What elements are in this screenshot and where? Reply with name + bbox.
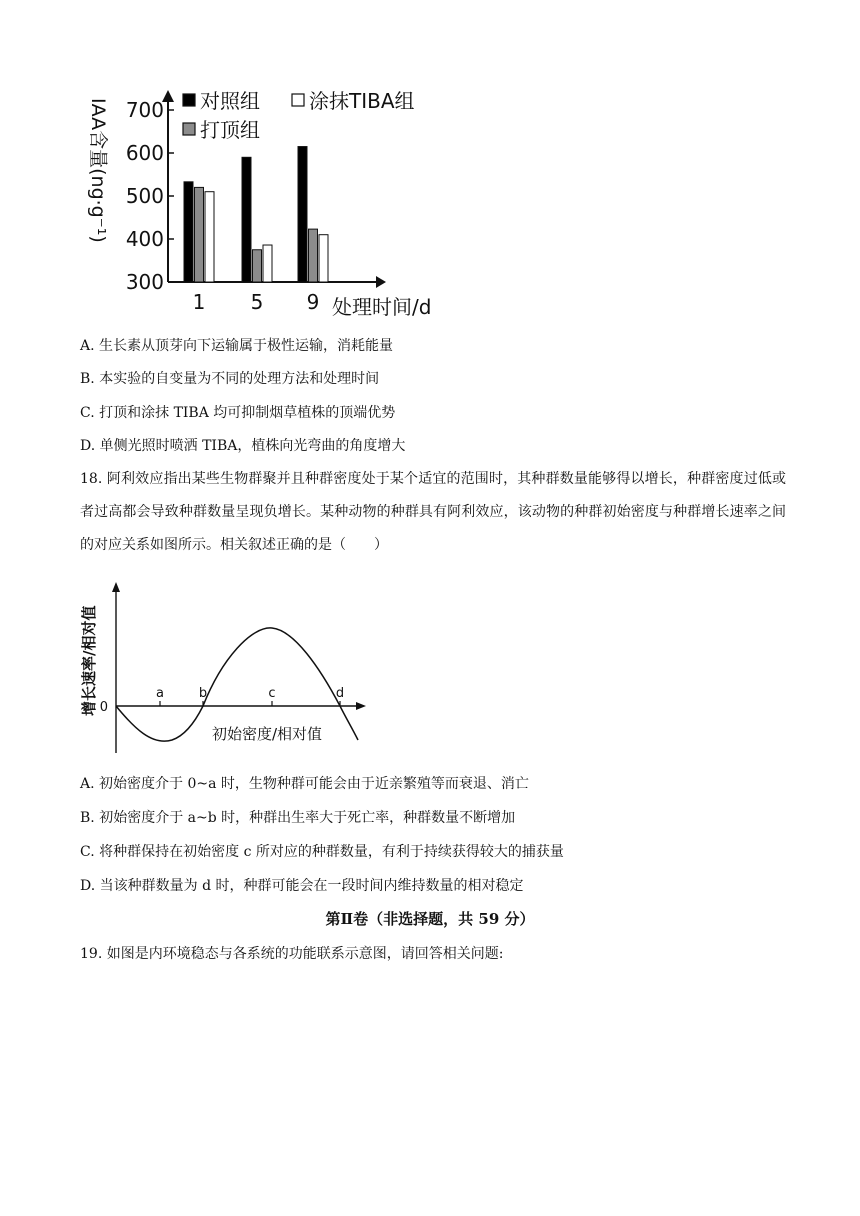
q17-option-c: C. 打顶和涂抹 TIBA 均可抑制烟草植株的顶端优势 (80, 405, 396, 421)
legend-label-3: 涂抹TIBA组 (309, 89, 415, 113)
y-axis-label: 增长速率/相对值 (80, 605, 98, 716)
origin-label: 0 (99, 700, 108, 715)
x-axis-arrow (376, 276, 386, 288)
legend-swatch-1 (183, 94, 195, 106)
point-label-a: a (156, 686, 164, 701)
x-axis-label: 初始密度/相对值 (212, 725, 323, 743)
iaa-bar-chart (78, 82, 470, 322)
legend-label-1: 对照组 (200, 89, 260, 113)
legend-swatch-3 (292, 94, 304, 106)
allee-curve-chart (72, 578, 372, 758)
bar-2-1 (195, 187, 204, 282)
q19-stem: 19. 如图是内环境稳态与各系统的功能联系示意图，请回答相关问题: (80, 946, 504, 962)
q18-option-d: D. 当该种群数量为 d 时，种群可能会在一段时间内维持数量的相对稳定 (80, 878, 524, 894)
x-tick-label: 9 (306, 290, 320, 314)
y-tick-label: 700 (125, 98, 164, 122)
legend-label-2: 打顶组 (200, 118, 260, 142)
y-tick-label: 400 (125, 227, 164, 251)
y-axis-label: IAA含量(ng·g⁻¹) (87, 98, 109, 243)
x-tick-label: 5 (250, 290, 264, 314)
bar-3-1 (205, 192, 214, 282)
bar-3-9 (319, 235, 328, 282)
x-axis-label: 处理时间/d (332, 295, 432, 319)
q17-option-a: A. 生长素从顶芽向下运输属于极性运输，消耗能量 (80, 338, 394, 354)
q17-option-b: B. 本实验的自变量为不同的处理方法和处理时间 (80, 371, 380, 387)
q17-option-d: D. 单侧光照时喷洒 TIBA，植株向光弯曲的角度增大 (80, 438, 406, 454)
q18-option-b: B. 初始密度介于 a~b 时，种群出生率大于死亡率，种群数量不断增加 (80, 810, 516, 826)
legend-swatch-2 (183, 123, 195, 135)
bar-2-9 (309, 229, 318, 282)
q18-option-c: C. 将种群保持在初始密度 c 所对应的种群数量，有利于持续获得较大的捕获量 (80, 844, 564, 860)
point-label-b: b (198, 686, 208, 701)
y-tick-label: 600 (125, 141, 164, 165)
bar-3-5 (263, 245, 272, 282)
y-axis-arrow (112, 582, 120, 592)
q18-stem: 18. 阿利效应指出某些生物群聚并且种群密度处于某个适宜的范围时，其种群数量能够得以增长，种群密度过低或者过高都会导致种群数量呈现负增长。某种动物的种群具有阿利效应，该动物的种群初始密度与种群增长速率之间的对应关系如图所示。相关叙述正确的是（ ） (80, 471, 786, 553)
x-axis-arrow (356, 702, 366, 710)
x-tick-label: 1 (192, 290, 206, 314)
bar-2-5 (253, 250, 262, 282)
bar-1-1 (184, 182, 193, 282)
point-label-c: c (268, 686, 276, 701)
bar-1-5 (242, 157, 251, 282)
point-label-d: d (335, 686, 345, 701)
section-title: 第Ⅱ卷（非选择题，共 59 分） (325, 910, 535, 928)
bar-1-9 (298, 147, 307, 282)
y-tick-label: 500 (125, 184, 164, 208)
q18-option-a: A. 初始密度介于 0~a 时，生物种群可能会由于近亲繁殖等而衰退、消亡 (80, 776, 529, 792)
y-tick-label: 300 (125, 270, 164, 294)
